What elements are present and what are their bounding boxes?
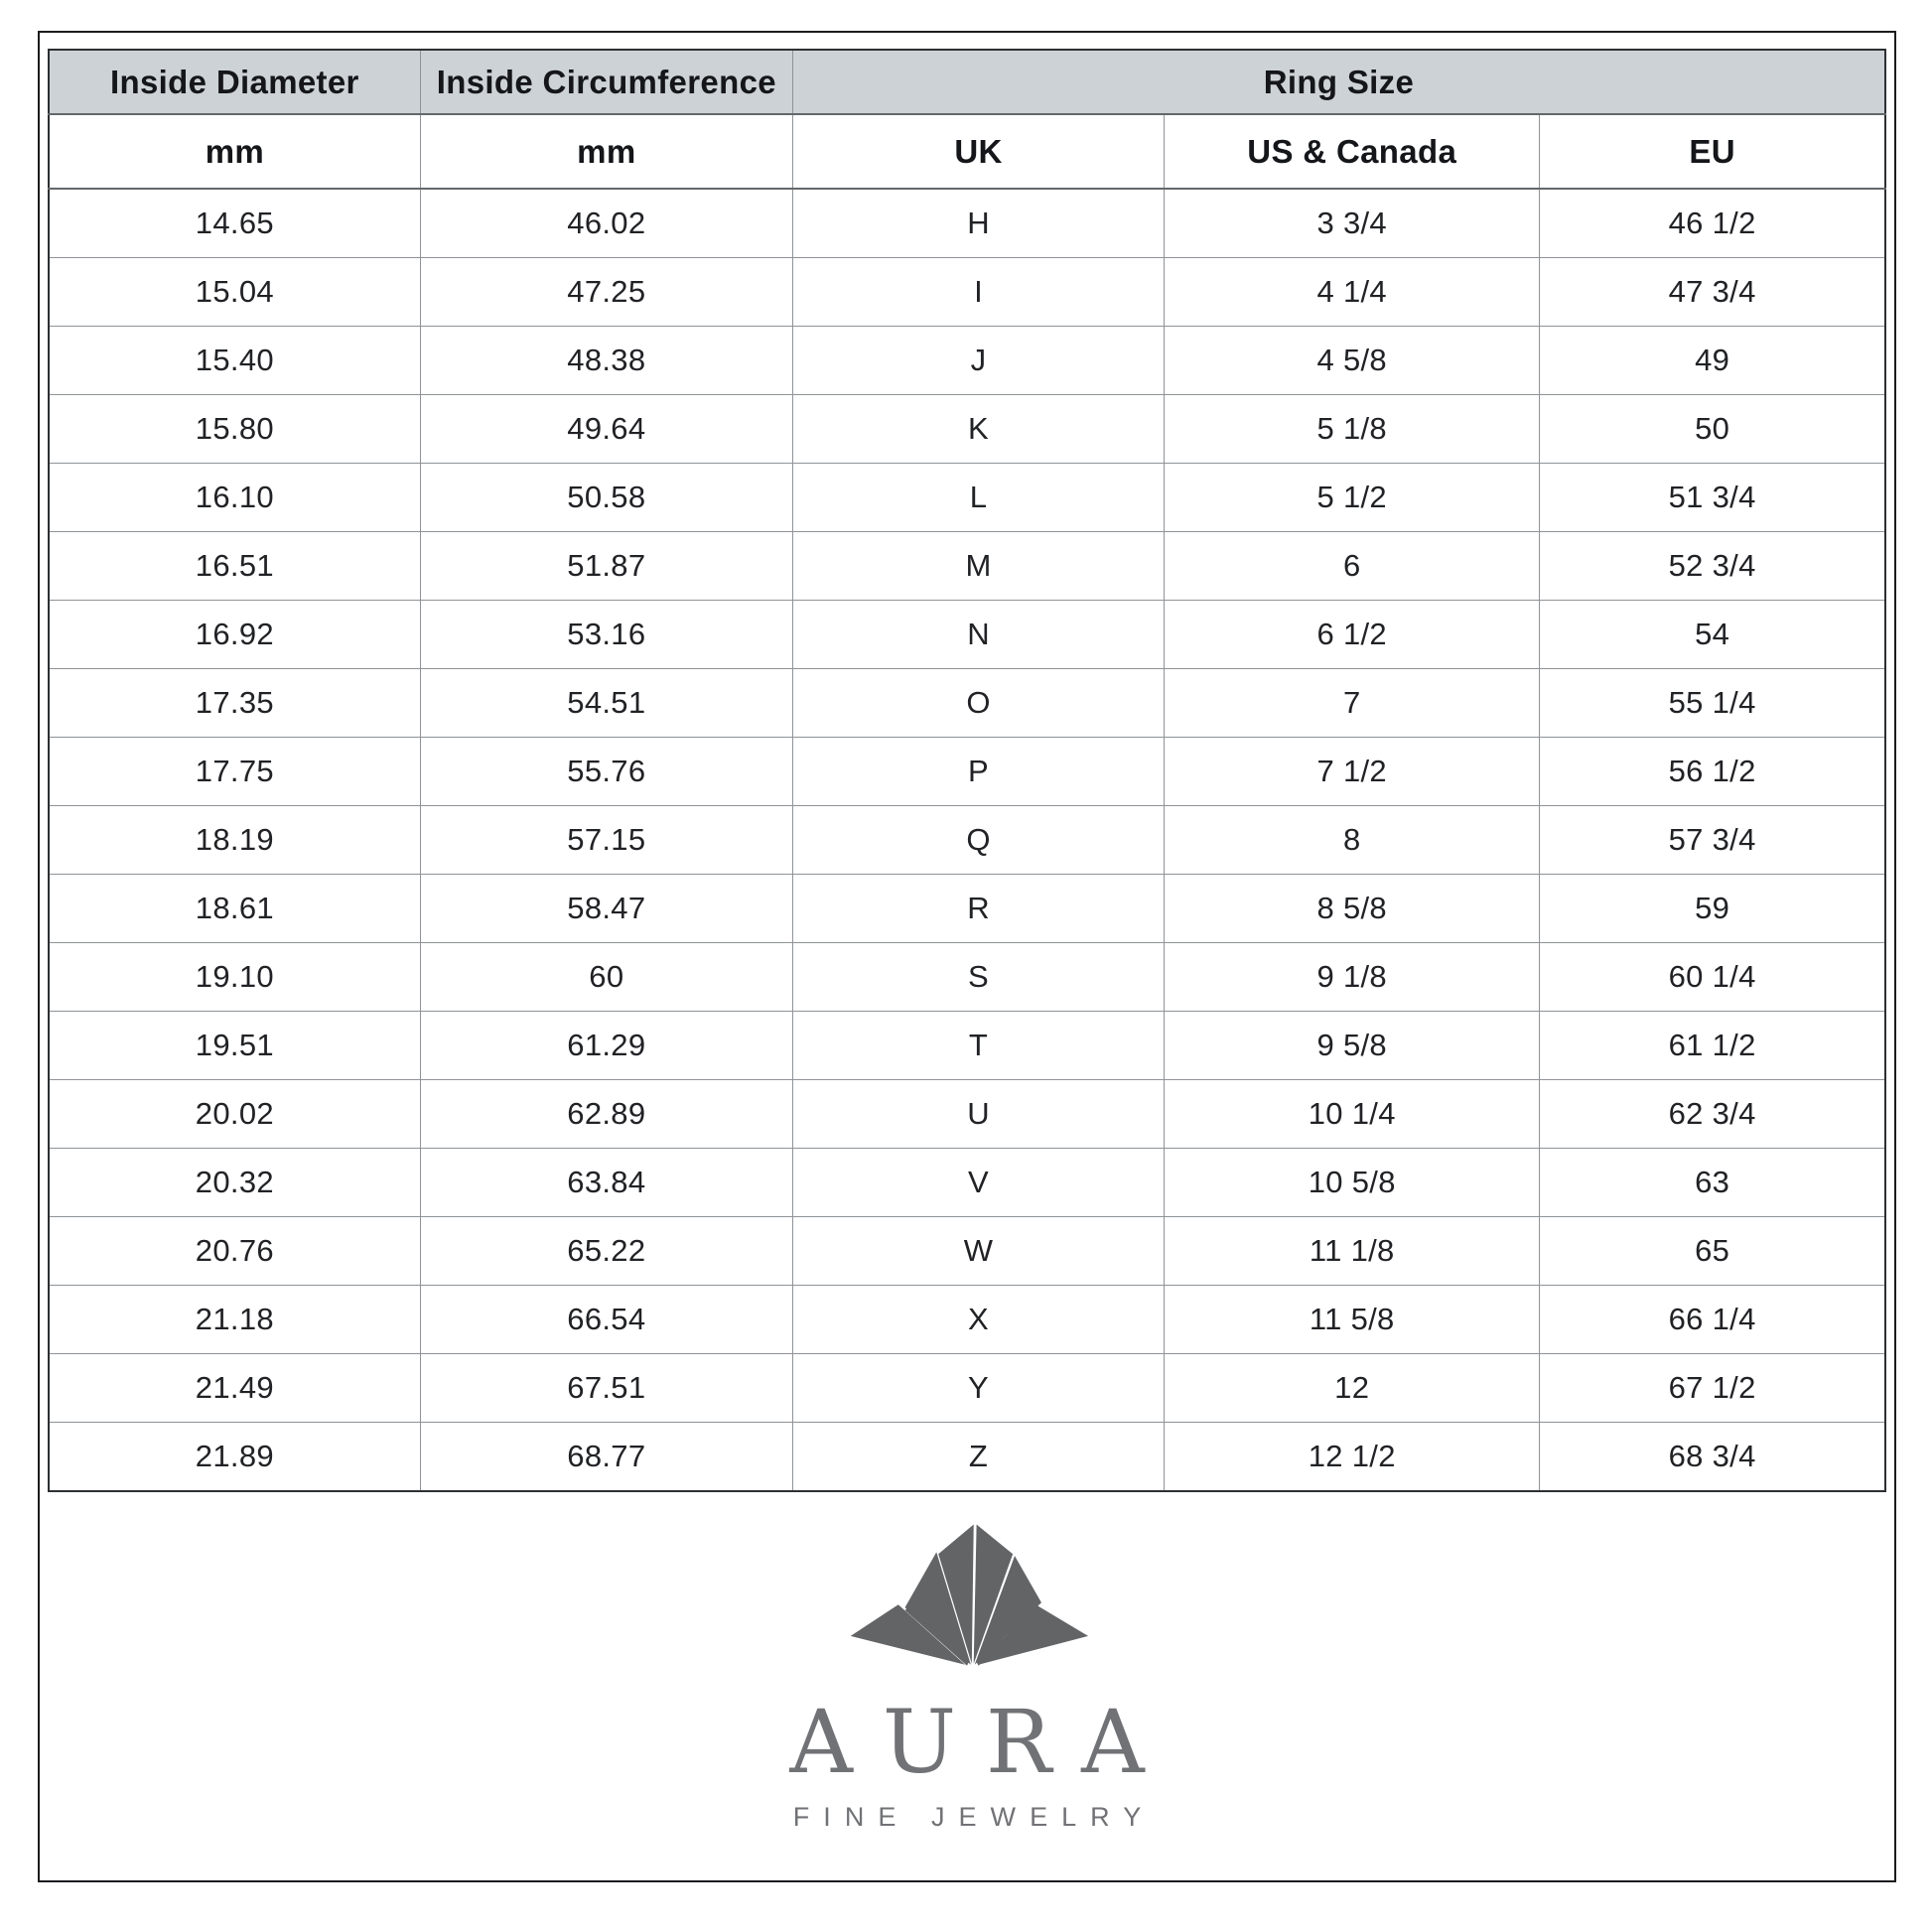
table-row — [49, 1286, 1885, 1354]
table-head — [49, 50, 1885, 189]
table-cell: R — [792, 875, 1164, 943]
table-cell: 14.65 — [49, 189, 420, 258]
table-cell: 19.10 — [49, 943, 420, 1012]
table-row — [49, 327, 1885, 395]
table-cell: 18.61 — [49, 875, 420, 943]
table-cell: 3 3/4 — [1165, 189, 1540, 258]
table-row — [49, 1080, 1885, 1149]
table-cell: 56 1/2 — [1540, 738, 1885, 806]
table-row — [49, 1012, 1885, 1080]
subheader-diameter-unit: mm — [49, 114, 420, 189]
table-cell: 48.38 — [420, 327, 792, 395]
table-cell: 63 — [1540, 1149, 1885, 1217]
table-cell: O — [792, 669, 1164, 738]
table-cell: X — [792, 1286, 1164, 1354]
table-cell: 11 5/8 — [1165, 1286, 1540, 1354]
table-cell: 20.76 — [49, 1217, 420, 1286]
table-cell: 21.18 — [49, 1286, 420, 1354]
table-cell: 10 5/8 — [1165, 1149, 1540, 1217]
size-table-body — [49, 189, 1885, 1491]
table-cell: 9 1/8 — [1165, 943, 1540, 1012]
table-cell: 11 1/8 — [1165, 1217, 1540, 1286]
table-cell: 18.19 — [49, 806, 420, 875]
header-inside-diameter: Inside Diameter — [49, 50, 420, 114]
table-row — [49, 806, 1885, 875]
table-cell: 52 3/4 — [1540, 532, 1885, 601]
table-cell: 63.84 — [420, 1149, 792, 1217]
table-cell: P — [792, 738, 1164, 806]
table-cell: 10 1/4 — [1165, 1080, 1540, 1149]
table-cell: 55.76 — [420, 738, 792, 806]
table-cell: 67 1/2 — [1540, 1354, 1885, 1423]
table-cell: 21.49 — [49, 1354, 420, 1423]
table-cell: 5 1/2 — [1165, 464, 1540, 532]
table-cell: 7 — [1165, 669, 1540, 738]
table-cell: 67.51 — [420, 1354, 792, 1423]
table-cell: 60 1/4 — [1540, 943, 1885, 1012]
table-cell: 5 1/8 — [1165, 395, 1540, 464]
table-cell: 8 — [1165, 806, 1540, 875]
table-cell: L — [792, 464, 1164, 532]
table-row — [49, 1217, 1885, 1286]
table-cell: V — [792, 1149, 1164, 1217]
table-cell: 65.22 — [420, 1217, 792, 1286]
table-cell: U — [792, 1080, 1164, 1149]
table-row — [49, 464, 1885, 532]
table-row — [49, 738, 1885, 806]
table-cell: Z — [792, 1423, 1164, 1492]
table-cell: 15.80 — [49, 395, 420, 464]
table-cell: 7 1/2 — [1165, 738, 1540, 806]
table-cell: 46 1/2 — [1540, 189, 1885, 258]
table-cell: 61 1/2 — [1540, 1012, 1885, 1080]
table-cell: 6 1/2 — [1165, 601, 1540, 669]
table-cell: 49 — [1540, 327, 1885, 395]
table-cell: 12 — [1165, 1354, 1540, 1423]
table-cell: 50 — [1540, 395, 1885, 464]
table-cell: 47.25 — [420, 258, 792, 327]
table-cell: 16.10 — [49, 464, 420, 532]
table-cell: 57 3/4 — [1540, 806, 1885, 875]
subheader-eu: EU — [1540, 114, 1885, 189]
table-cell: 57.15 — [420, 806, 792, 875]
table-cell: 20.02 — [49, 1080, 420, 1149]
table-cell: 12 1/2 — [1165, 1423, 1540, 1492]
table-cell: 46.02 — [420, 189, 792, 258]
table-cell: 16.51 — [49, 532, 420, 601]
table-cell: 9 5/8 — [1165, 1012, 1540, 1080]
table-row — [49, 1149, 1885, 1217]
table-row — [49, 189, 1885, 258]
table-cell: 58.47 — [420, 875, 792, 943]
subheader-uk: UK — [792, 114, 1164, 189]
table-cell: 17.35 — [49, 669, 420, 738]
brand-name: AURA — [789, 1691, 1174, 1793]
brand-logo — [40, 1511, 1894, 1831]
table-cell: I — [792, 258, 1164, 327]
table-cell: N — [792, 601, 1164, 669]
table-cell: 15.40 — [49, 327, 420, 395]
table-cell: 59 — [1540, 875, 1885, 943]
ring-size-chart-table — [48, 49, 1886, 1492]
page-frame — [38, 31, 1896, 1882]
table-row — [49, 395, 1885, 464]
table-cell: Y — [792, 1354, 1164, 1423]
table-cell: 15.04 — [49, 258, 420, 327]
table-cell: 62.89 — [420, 1080, 792, 1149]
table-row — [49, 258, 1885, 327]
table-cell: J — [792, 327, 1164, 395]
table-row — [49, 1354, 1885, 1423]
table-cell: 51.87 — [420, 532, 792, 601]
header-inside-circumference: Inside Circumference — [420, 50, 792, 114]
table-cell: K — [792, 395, 1164, 464]
table-cell: 51 3/4 — [1540, 464, 1885, 532]
table-cell: 68 3/4 — [1540, 1423, 1885, 1492]
fan-gem-logo-icon — [838, 1511, 1096, 1683]
table-cell: 6 — [1165, 532, 1540, 601]
table-cell: 4 1/4 — [1165, 258, 1540, 327]
table-cell: H — [792, 189, 1164, 258]
table-cell: 16.92 — [49, 601, 420, 669]
table-row — [49, 669, 1885, 738]
table-cell: 21.89 — [49, 1423, 420, 1492]
table-cell: 62 3/4 — [1540, 1080, 1885, 1149]
subheader-us-canada: US & Canada — [1165, 114, 1540, 189]
table-cell: M — [792, 532, 1164, 601]
table-cell: 68.77 — [420, 1423, 792, 1492]
table-cell: 53.16 — [420, 601, 792, 669]
table-cell: S — [792, 943, 1164, 1012]
table-row — [49, 601, 1885, 669]
header-ring-size: Ring Size — [792, 50, 1885, 114]
table-row — [49, 532, 1885, 601]
table-cell: 60 — [420, 943, 792, 1012]
table-cell: 50.58 — [420, 464, 792, 532]
table-cell: T — [792, 1012, 1164, 1080]
table-cell: 66 1/4 — [1540, 1286, 1885, 1354]
table-cell: 47 3/4 — [1540, 258, 1885, 327]
subheader-circumference-unit: mm — [420, 114, 792, 189]
table-cell: W — [792, 1217, 1164, 1286]
brand-tagline: FINE JEWELRY — [792, 1802, 1156, 1832]
table-cell: 65 — [1540, 1217, 1885, 1286]
table-cell: 17.75 — [49, 738, 420, 806]
table-cell: 66.54 — [420, 1286, 792, 1354]
table-cell: 19.51 — [49, 1012, 420, 1080]
table-cell: 54 — [1540, 601, 1885, 669]
table-cell: 4 5/8 — [1165, 327, 1540, 395]
group-header-row — [49, 50, 1885, 114]
table-cell: 8 5/8 — [1165, 875, 1540, 943]
table-cell: 20.32 — [49, 1149, 420, 1217]
table-row — [49, 1423, 1885, 1492]
table-cell: 49.64 — [420, 395, 792, 464]
table-cell: 54.51 — [420, 669, 792, 738]
table-row — [49, 875, 1885, 943]
table-cell: Q — [792, 806, 1164, 875]
subheader-row — [49, 114, 1885, 189]
table-cell: 55 1/4 — [1540, 669, 1885, 738]
table-cell: 61.29 — [420, 1012, 792, 1080]
table-row — [49, 943, 1885, 1012]
